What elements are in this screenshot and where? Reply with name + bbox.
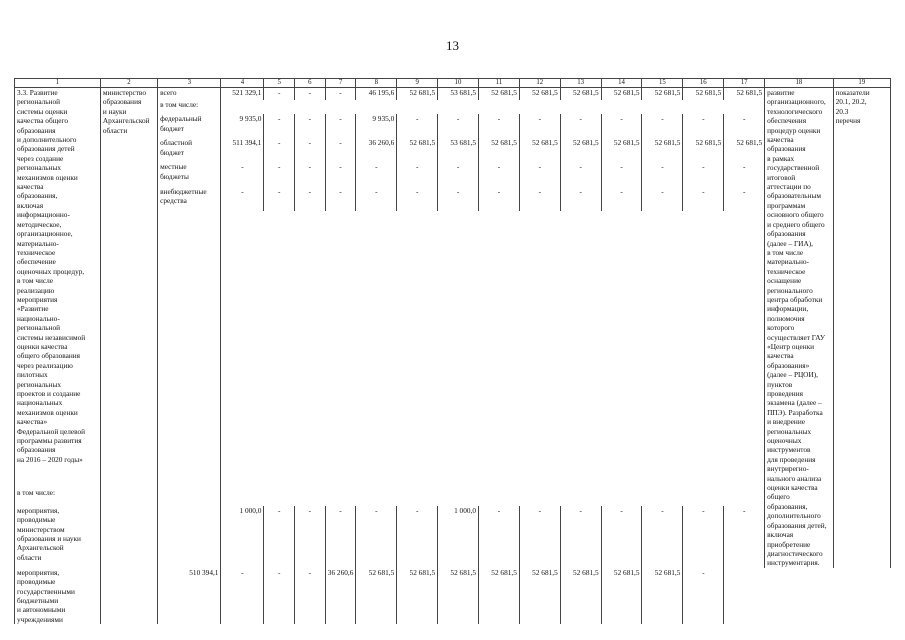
value-cell: 52 681,5 xyxy=(724,138,765,162)
value-cell: - xyxy=(325,162,356,186)
funding-source: в том числе: xyxy=(160,100,199,110)
value-cell: - xyxy=(683,187,724,211)
value-cell: - xyxy=(601,162,642,186)
value-cell: - xyxy=(560,506,601,568)
value-cell: - xyxy=(478,187,519,211)
col-header: 18 xyxy=(765,79,833,88)
value-cell: - xyxy=(356,162,397,186)
value-cell: - xyxy=(356,506,397,568)
funding-source: местные бюджеты xyxy=(160,162,189,181)
value-cell: - xyxy=(724,114,765,138)
value-cell: 9 935,0 xyxy=(356,114,397,138)
value-cell: 52 681,5 xyxy=(478,88,519,101)
in-that-number-label: в том числе: xyxy=(15,488,101,506)
value-cell: - xyxy=(397,162,438,186)
value-cell: 36 260,6 xyxy=(325,568,356,624)
value-cell: - xyxy=(519,187,560,211)
col-header: 5 xyxy=(264,79,295,88)
value-cell: - xyxy=(478,506,519,568)
value-cell: - xyxy=(642,506,683,568)
value-cell: - xyxy=(295,506,326,568)
value-cell: 52 681,5 xyxy=(397,88,438,101)
funding-source: всего xyxy=(160,88,177,97)
value-cell: - xyxy=(264,114,295,138)
value-cell: 52 681,5 xyxy=(724,88,765,101)
value-cell: 9 935,0 xyxy=(221,114,264,138)
col-header: 11 xyxy=(478,79,519,88)
value-cell: - xyxy=(325,506,356,568)
value-cell: 511 394,1 xyxy=(221,138,264,162)
col-header: 6 xyxy=(295,79,326,88)
value-cell: 1 000,0 xyxy=(221,506,264,568)
value-cell: 52 681,5 xyxy=(642,568,683,624)
value-cell: - xyxy=(264,568,295,624)
col-header: 2 xyxy=(100,79,157,88)
value-cell: - xyxy=(295,568,326,624)
col-header: 12 xyxy=(519,79,560,88)
value-cell: 52 681,5 xyxy=(478,568,519,624)
expected-result: развитие организационного, технологического обеспечения процедур оценки качества образования в рамках государственной итоговой аттестации по образовательным программам основного общего и среднего общего образования (далее – ГИА), в том числе материально- техническое оснащение регионального центра обработки информации, полномочия которого осуществляет ГАУ «Центр оценки качества образования» (далее – РЦОИ), пунктов проведения экзамена (далее – ППЭ). Разработка и внедрение региональных оценочных инструментов для проведения внутрирегио- нального анализа оценки качества общего образования, дополнительного образования детей, включая приобретение диагностического инструментария. xyxy=(767,88,827,568)
value-cell: 52 681,5 xyxy=(683,138,724,162)
value-cell: - xyxy=(264,88,295,101)
value-cell: 53 681,5 xyxy=(438,138,479,162)
value-cell: 52 681,5 xyxy=(356,568,397,624)
value-cell: 52 681,5 xyxy=(397,568,438,624)
value-cell: - xyxy=(264,506,295,568)
value-cell: - xyxy=(221,187,264,211)
value-cell: - xyxy=(601,114,642,138)
col-header: 1 xyxy=(15,79,101,88)
col-header: 7 xyxy=(325,79,356,88)
program-table xyxy=(14,78,891,624)
funding-source: внебюджетные средства xyxy=(160,186,207,205)
sub-item-name: мероприятия, проводимые государственными бюджетными и автономными учреждениями xyxy=(17,567,75,624)
value-cell: 52 681,5 xyxy=(560,568,601,624)
value-cell: - xyxy=(683,114,724,138)
value-cell: - xyxy=(438,187,479,211)
col-header: 14 xyxy=(601,79,642,88)
value-cell: - xyxy=(683,568,724,624)
value-cell: - xyxy=(560,114,601,138)
value-cell: 52 681,5 xyxy=(519,138,560,162)
col-header: 17 xyxy=(724,79,765,88)
value-cell: 52 681,5 xyxy=(601,138,642,162)
value-cell: - xyxy=(295,162,326,186)
funding-source: областной бюджет xyxy=(160,138,193,157)
value-cell: 1 000,0 xyxy=(438,506,479,568)
activity-name: 3.3. Развитие региональной системы оценки качества общего образования и дополнительного образования детей через создание региональных механизмов оценки качества образования, включая информационно- методическое, организационное, материально- техническое обеспечение оценочных процедур, в том числе реализацию мероприятия «Развитие национально- региональной системы независимой оценки качества общего образования через реализацию пилотных региональных проектов и создание национальных механизмов оценки качества» Федеральной целевой программы развития образования на 2016 – 2020 годы» xyxy=(17,88,86,464)
col-header: 3 xyxy=(158,79,221,88)
funding-source: федеральный бюджет xyxy=(160,114,202,133)
value-cell: 52 681,5 xyxy=(560,88,601,101)
col-header: 16 xyxy=(683,79,724,88)
value-cell: - xyxy=(724,506,765,568)
value-cell: - xyxy=(295,138,326,162)
value-cell: 510 394,1 xyxy=(158,568,221,624)
col-header: 13 xyxy=(560,79,601,88)
value-cell: - xyxy=(397,114,438,138)
value-cell: 52 681,5 xyxy=(642,138,683,162)
value-cell: 52 681,5 xyxy=(478,138,519,162)
value-cell: - xyxy=(325,138,356,162)
value-cell: - xyxy=(724,187,765,211)
value-cell: - xyxy=(325,114,356,138)
value-cell: - xyxy=(642,162,683,186)
value-cell: - xyxy=(683,506,724,568)
value-cell: 52 681,5 xyxy=(560,138,601,162)
value-cell: 52 681,5 xyxy=(601,88,642,101)
value-cell: - xyxy=(438,114,479,138)
value-cell: - xyxy=(264,162,295,186)
value-cell: - xyxy=(519,506,560,568)
value-cell: - xyxy=(438,162,479,186)
value-cell: 52 681,5 xyxy=(519,88,560,101)
value-cell: - xyxy=(221,568,264,624)
col-header: 15 xyxy=(642,79,683,88)
col-header: 10 xyxy=(438,79,479,88)
value-cell: - xyxy=(397,187,438,211)
value-cell: - xyxy=(264,138,295,162)
value-cell: - xyxy=(642,187,683,211)
col-header: 9 xyxy=(397,79,438,88)
value-cell: - xyxy=(560,162,601,186)
value-cell: - xyxy=(264,187,295,211)
value-cell: - xyxy=(519,114,560,138)
sub-item-row xyxy=(15,568,891,624)
value-cell: - xyxy=(519,162,560,186)
value-cell: - xyxy=(295,114,326,138)
value-cell: - xyxy=(724,162,765,186)
value-cell: 52 681,5 xyxy=(601,568,642,624)
value-cell: - xyxy=(560,187,601,211)
col-header: 8 xyxy=(356,79,397,88)
value-cell: 52 681,5 xyxy=(519,568,560,624)
value-cell: 52 681,5 xyxy=(397,138,438,162)
value-cell: - xyxy=(478,114,519,138)
value-cell: 521 329,1 xyxy=(221,88,264,101)
value-cell: 53 681,5 xyxy=(438,88,479,101)
value-cell: - xyxy=(478,162,519,186)
page-number: 13 xyxy=(446,38,459,53)
col-header: 4 xyxy=(221,79,264,88)
value-cell: 52 681,5 xyxy=(642,88,683,101)
column-number-row xyxy=(15,79,891,88)
value-cell: - xyxy=(295,187,326,211)
value-cell: - xyxy=(683,162,724,186)
value-cell: 52 681,5 xyxy=(438,568,479,624)
executor: министерство образования и науки Архангельской области xyxy=(102,88,150,135)
value-cell: - xyxy=(325,187,356,211)
col-header: 19 xyxy=(833,79,890,88)
value-cell: 46 195,6 xyxy=(356,88,397,101)
value-cell: 36 260,6 xyxy=(356,138,397,162)
value-cell: - xyxy=(325,88,356,101)
value-cell: - xyxy=(221,162,264,186)
value-cell: - xyxy=(601,187,642,211)
value-cell: - xyxy=(601,506,642,568)
value-cell: - xyxy=(397,506,438,568)
value-cell: 52 681,5 xyxy=(683,88,724,101)
sub-item-name: мероприятия, проводимые министерством образования и науки Архангельской области xyxy=(17,505,81,562)
indicators: показатели 20.1, 20.2, 20.3 перечня xyxy=(835,88,870,126)
value-cell: - xyxy=(356,187,397,211)
value-cell: - xyxy=(642,114,683,138)
main-activity-row xyxy=(15,88,891,101)
value-cell: - xyxy=(295,88,326,101)
